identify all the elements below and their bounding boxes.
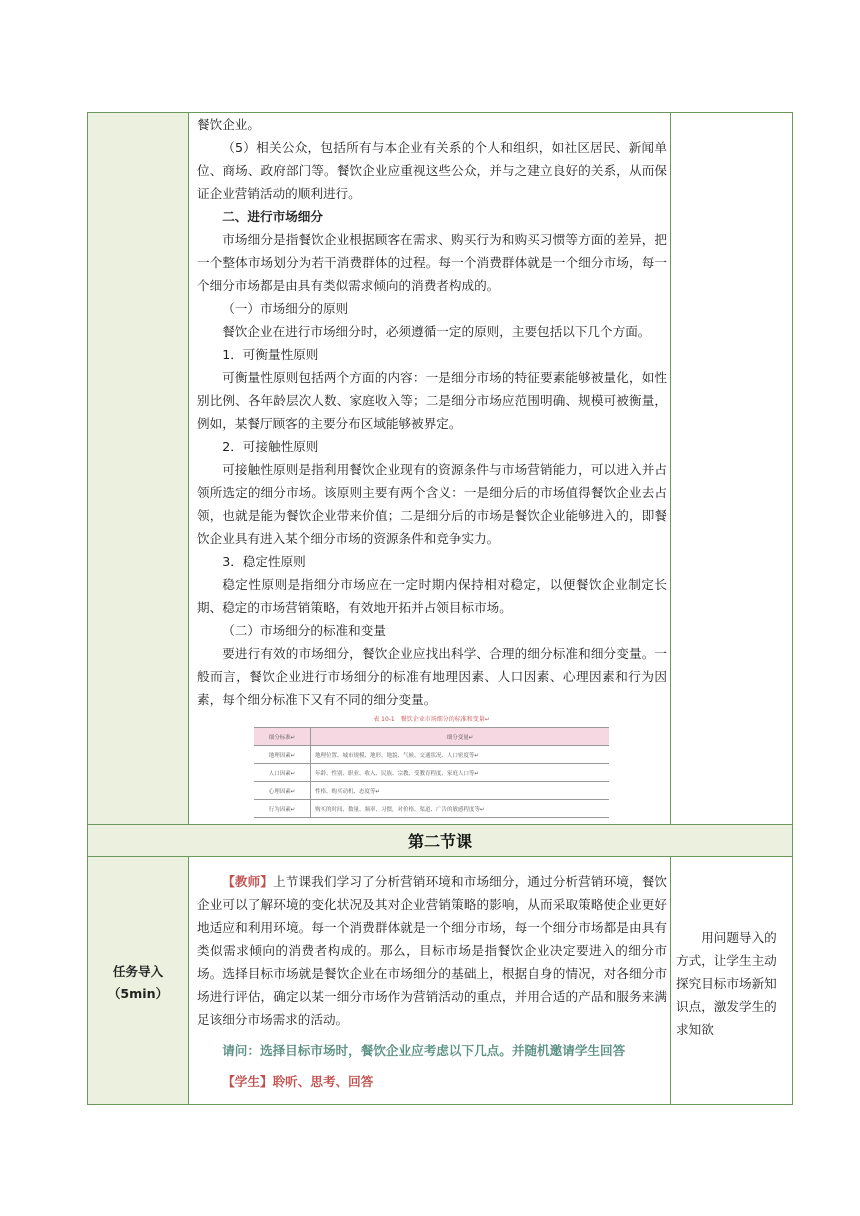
teacher-tag: 【教师】 <box>222 874 274 889</box>
paragraph: 稳定性原则是指细分市场应在一定时期内保持相对稳定，以便餐饮企业制定长期、稳定的市场营销策略，有效地开拓并占领目标市场。 <box>197 577 667 615</box>
divider <box>188 857 189 1104</box>
divider <box>670 113 671 824</box>
lesson-table <box>87 112 793 1105</box>
table-cell: 人口因素↵ <box>254 764 311 782</box>
paragraph: 可接触性原则是指利用餐饮企业现有的资源条件与市场营销能力，可以进入并占领所选定的细分市场。该原则主要有两个含义：一是细分后的市场值得餐饮企业去占领，也就是能为餐饮企业带来价值；二是细分后的市场是餐饮企业能够进入的，即餐饮企业具有进入某个细分市场的资源条件和竞争实力。 <box>197 462 667 546</box>
student-paragraph <box>197 1070 667 1093</box>
table-caption: 表 10-1 餐饮企业市场细分的标准和变量↵ <box>373 716 490 723</box>
top-content <box>197 113 667 711</box>
subheading: 3．稳定性原则 <box>222 554 306 569</box>
subheading: 1．可衡量性原则 <box>222 347 319 362</box>
paragraph: 可衡量性原则包括两个方面的内容：一是细分市场的特征要素能够被量化，如性别比例、各年龄层次人数、家庭收入等；二是细分市场应范围明确、规模可被衡量，例如，某餐厅顾客的主要分布区域能够被界定。 <box>197 370 667 431</box>
paragraph: 餐饮企业在进行市场细分时，必须遵循一定的原则，主要包括以下几个方面。 <box>222 324 651 339</box>
table-cell: 地理位置、城市规模、地形、地貌、气候、交通状况、人口密度等↵ <box>311 746 610 764</box>
subheading: 2．可接触性原则 <box>222 439 319 454</box>
bottom-content <box>197 870 667 1093</box>
table-header-cell: 细分变量↵ <box>311 728 610 746</box>
paragraph: （5）相关公众，包括所有与本企业有关系的个人和组织，如社区居民、新闻单位、商场、政府部门等。餐饮企业应重视这些公众，并与之建立良好的关系，从而保证企业营销活动的顺利进行。 <box>197 140 667 201</box>
design-note-text: 用问题导入的方式，让学生主动探究目标市场新知识点，激发学生的求知欲 <box>676 930 777 1037</box>
design-note <box>676 926 786 1041</box>
segmentation-table-image <box>254 714 609 818</box>
table-cell: 购买的时间、数量、频率、习惯，对价格、渠道、广告的敏感程度等↵ <box>311 800 610 818</box>
table-cell: 心理因素↵ <box>254 782 311 800</box>
table-cell: 行为因素↵ <box>254 800 311 818</box>
left-column-top <box>88 113 188 824</box>
table-row <box>254 746 609 764</box>
question: 请问：选择目标市场时，餐饮企业应考虑以下几点。并随机邀请学生回答 <box>222 1043 626 1058</box>
student-text: 聆听、思考、回答 <box>272 1074 374 1089</box>
paragraph: 要进行有效的市场细分，餐饮企业应找出科学、合理的细分标准和细分变量。一般而言，餐饮企业进行市场细分的标准有地理因素、人口因素、心理因素和行为因素，每个细分标准下又有不同的细分变量。 <box>197 646 667 707</box>
section-title: 第二节课 <box>88 824 792 857</box>
task-label-time: （5min） <box>107 986 169 1001</box>
table-cell: 地理因素↵ <box>254 746 311 764</box>
table-row <box>254 764 609 782</box>
teacher-text: 上节课我们学习了分析营销环境和市场细分，通过分析营销环境，餐饮企业可以了解环境的变化状况及其对企业营销策略的影响，从而采取策略使企业更好地适应和利用环境。每一个消费群体就是一个细分市场，每一个细分市场都是由具有类似需求倾向的消费者构成的。那么，目标市场是指餐饮企业决定要进入的细分市场。选择目标市场就是餐饮企业在市场细分的基础上，根据自身的情况，对各细分市场进行评估，确定以某一细分市场作为营销活动的重点，并用合适的产品和服务来满足该细分市场需求的活动。 <box>197 874 668 1027</box>
task-label <box>88 961 188 1005</box>
table-row <box>254 800 609 818</box>
divider <box>670 857 671 1104</box>
paragraph: 餐饮企业。 <box>197 117 260 132</box>
table-cell: 性格、购买动机、态度等↵ <box>311 782 610 800</box>
table-header-row <box>254 728 609 746</box>
paragraph: 市场细分是指餐饮企业根据顾客在需求、购买行为和购买习惯等方面的差异，把一个整体市场划分为若干消费群体的过程。每一个消费群体就是一个细分市场，每一个细分市场都是由具有类似需求倾向的消费者构成的。 <box>197 232 667 293</box>
segmentation-table <box>254 727 609 818</box>
table-header-cell: 细分标准↵ <box>254 728 311 746</box>
divider <box>188 113 189 824</box>
heading: 二、进行市场细分 <box>222 209 323 224</box>
subheading: （一）市场细分的原则 <box>222 301 349 316</box>
teacher-paragraph <box>197 870 667 1031</box>
student-tag: 【学生】 <box>222 1074 273 1089</box>
task-label-title: 任务导入 <box>112 964 164 979</box>
table-cell: 年龄、性别、职业、收入、民族、宗教、受教育程度、家庭人口等↵ <box>311 764 610 782</box>
subheading: （二）市场细分的标准和变量 <box>222 623 386 638</box>
table-row <box>254 782 609 800</box>
